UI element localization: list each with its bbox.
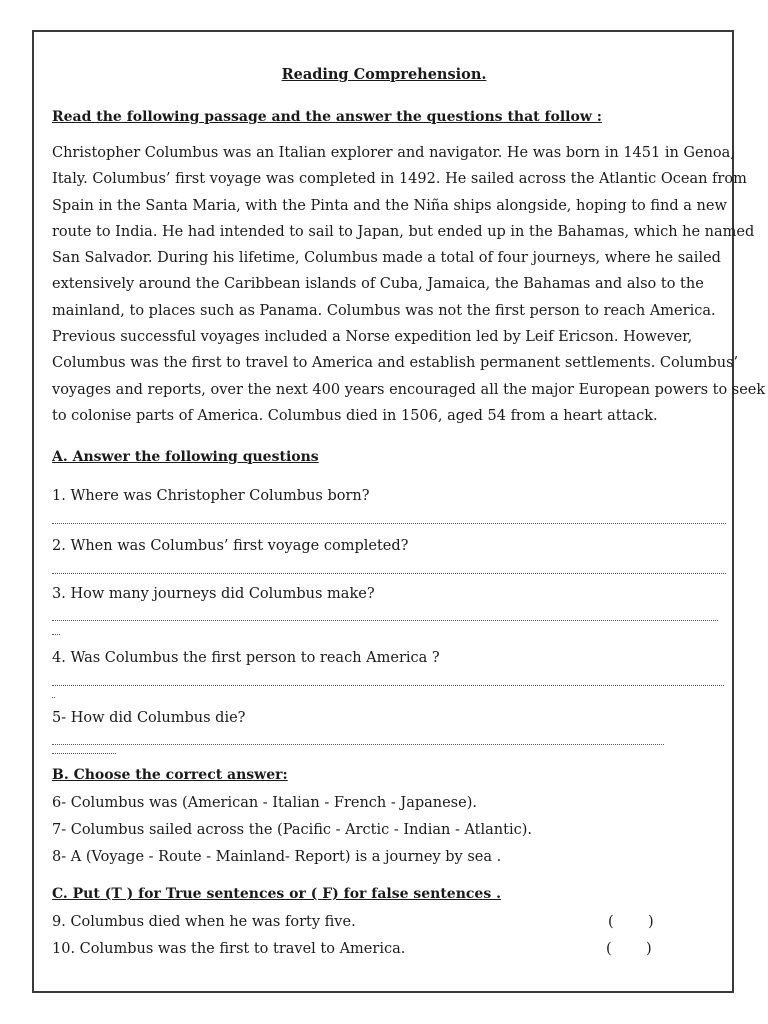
answer-paren-close-9: ) (648, 914, 654, 930)
passage-line: mainland, to places such as Panama. Columbus was not the first person to reach America. (52, 302, 716, 319)
passage-line: Previous successful voyages included a Norse expedition led by Leif Ericson. However, (52, 329, 693, 346)
reading-passage (52, 140, 766, 429)
answer-line-5[interactable] (52, 744, 664, 745)
true-false-item-10: 10. Columbus was the first to travel to America. (52, 941, 406, 957)
passage-line: Italy. Columbus’ first voyage was completed in 1492. He sailed across the Atlantic Ocean from (52, 171, 747, 188)
answer-line-3[interactable] (52, 620, 718, 621)
answer-line-3-continuation (52, 634, 60, 635)
passage-line: extensively around the Caribbean islands of Cuba, Jamaica, the Bahamas and also to the (52, 276, 704, 293)
question-2: 2. When was Columbus’ first voyage completed? (52, 538, 409, 554)
passage-line: San Salvador. During his lifetime, Columbus made a total of four journeys, where he sailed (52, 250, 721, 267)
answer-box-10[interactable] (615, 941, 643, 959)
instruction-heading: Read the following passage and the answer the questions that follow : (52, 109, 602, 125)
question-3: 3. How many journeys did Columbus make? (52, 586, 375, 602)
answer-line-2[interactable] (52, 573, 726, 574)
answer-paren-open-9: ( (608, 914, 614, 930)
answer-paren-open-10: ( (606, 941, 612, 957)
choice-item-8: 8- A (Voyage - Route - Mainland- Report) is a journey by sea . (52, 849, 502, 865)
answer-box-9[interactable] (617, 914, 645, 932)
answer-line-5-continuation (52, 753, 116, 754)
true-false-item-9: 9. Columbus died when he was forty five. (52, 914, 356, 930)
worksheet-title: Reading Comprehension. (281, 66, 487, 83)
answer-paren-close-10: ) (646, 941, 652, 957)
question-5: 5- How did Columbus die? (52, 710, 246, 726)
passage-line: Columbus was the first to travel to America and establish permanent settlements. Columbus’ (52, 355, 739, 372)
passage-line: Spain in the Santa Maria, with the Pinta and the Niña ships alongside, hoping to find a new (52, 197, 727, 214)
section-c-heading: C. Put (T ) for True sentences or ( F) for false sentences . (52, 886, 501, 902)
passage-line: Christopher Columbus was an Italian explorer and navigator. He was born in 1451 in Genoa, (52, 145, 735, 161)
question-4: 4. Was Columbus the first person to reach America ? (52, 650, 440, 666)
answer-line-4[interactable] (52, 685, 724, 686)
passage-line: voyages and reports, over the next 400 years encouraged all the major European powers to seek (52, 381, 766, 398)
question-1: 1. Where was Christopher Columbus born? (52, 488, 370, 504)
choice-item-7: 7- Columbus sailed across the (Pacific - Arctic - Indian - Atlantic). (52, 822, 532, 838)
passage-line: to colonise parts of America. Columbus died in 1506, aged 54 from a heart attack. (52, 407, 658, 424)
answer-line-1[interactable] (52, 523, 726, 524)
section-b-heading: B. Choose the correct answer: (52, 767, 288, 783)
passage-line: route to India. He had intended to sail to Japan, but ended up in the Bahamas, which he named (52, 223, 755, 240)
choice-item-6: 6- Columbus was (American - Italian - French - Japanese). (52, 795, 477, 811)
section-a-heading: A. Answer the following questions (52, 449, 319, 465)
answer-line-4-continuation (52, 697, 55, 698)
